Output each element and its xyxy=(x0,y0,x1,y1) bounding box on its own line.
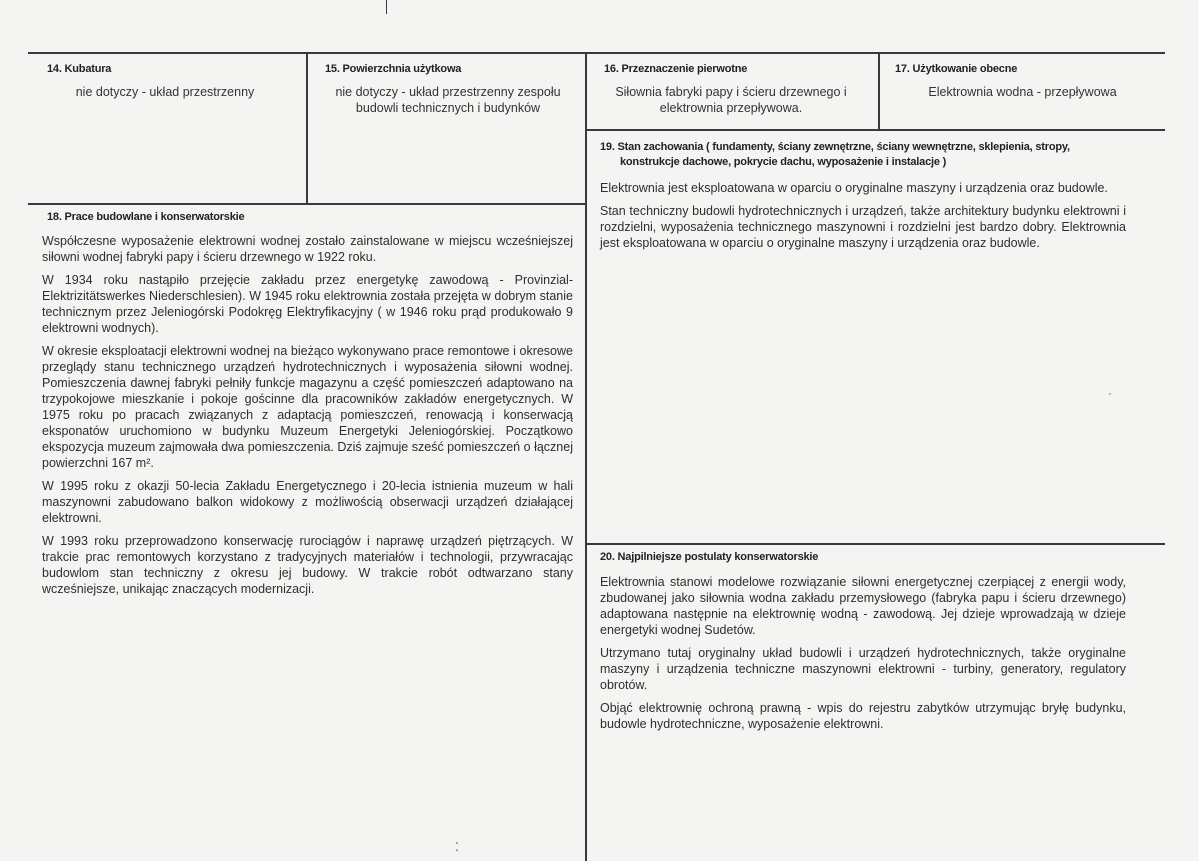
section-19-body xyxy=(600,180,1126,258)
divider-16-17 xyxy=(878,52,880,130)
scan-mark-bottom: ⁚ xyxy=(455,840,459,854)
section-20-paragraph: Elektrownia stanowi modelowe rozwiązanie siłowni energetycznej czerpiącej z energii wody, zbudowanej jako siłownia wodna zakładu przemysłowego (fabryka papu i ścieru drzewnego) adaptowana następnie na elektrownię wodną - zawodową. Jej dzieje wprowadzają w dzieje energetyki wodnej Sudetów. xyxy=(600,575,1126,637)
rule-15-18 xyxy=(28,203,585,205)
section-14-value: nie dotyczy - układ przestrzenny xyxy=(75,85,255,99)
section-20-paragraph: Utrzymano tutaj oryginalny układ budowli i urządzeń hydrotechnicznych, także oryginalne maszyny i urządzenia techniczne maszynowni elektrowni - turbiny, generatory, regulatory obrotów. xyxy=(600,646,1126,692)
divider-left-right xyxy=(585,52,587,861)
scan-mark-dot: · xyxy=(1108,386,1112,400)
section-18-heading: 18. Prace budowlane i konserwatorskie xyxy=(47,211,245,223)
section-18-paragraph: W okresie eksploatacji elektrowni wodnej na bieżąco wykonywano prace remontowe i okresowe przeglądy stanu technicznego urządzeń hydrotechnicznych i wyposażenia siłowni wodnej. Pomieszczenia dawnej fabryki pełniły funkcje magazynu a część pomieszczeń adaptowano na trzypokojowe mieszkanie i pokoje gościnne dla pracowników zakładów energetycznych. W 1975 roku po pracach związanych z adaptacją pomieszczeń, renowacją i konserwacją eksponatów uruchomiono w budynku Muzeum Energetyki Jeleniogórskiej. Początkowo ekspozycja muzeum zajmowała dwa pomieszczenia. Dziś zajmuje sześć pomieszczeń o łącznej powierzchni 167 m². xyxy=(42,344,573,470)
section-15-heading: 15. Powierzchnia użytkowa xyxy=(325,63,462,75)
section-19-heading-line2: konstrukcje dachowe, pokrycie dachu, wyposażenie i instalacje ) xyxy=(620,156,947,168)
section-18-paragraph: W 1995 roku z okazji 50-lecia Zakładu Energetycznego i 20-lecia istnienia muzeum w hali maszynowni zabudowano balkon widokowy z możliwością obserwacji urządzeń działającej elektrowni. xyxy=(42,479,573,525)
section-14-heading: 14. Kubatura xyxy=(47,63,112,75)
divider-14-15 xyxy=(306,52,308,204)
rule-16-19 xyxy=(587,129,1165,131)
section-18-paragraph: W 1993 roku przeprowadzono konserwację rurociągów i naprawę urządzeń piętrzących. W trakcie prac remontowych korzystano z tradycyjnych materiałów i technologii, przywracając budowlom stan techniczny z okresu jej budowy. W trakcie robót odtwarzano stany wcześniejsze, unikając znaczących modernizacji. xyxy=(42,534,573,596)
section-15-value: nie dotyczy - układ przestrzenny zespołu budowli technicznych i budynków xyxy=(335,85,561,115)
section-17-heading: 17. Użytkowanie obecne xyxy=(895,63,1018,75)
section-20-body xyxy=(600,574,1126,739)
section-19-heading-line1: 19. Stan zachowania ( fundamenty, ściany zewnętrzne, ściany wewnętrzne, sklepienia, stropy, xyxy=(600,141,1070,153)
section-20-paragraph: Objąć elektrownię ochroną prawną - wpis do rejestru zabytków utrzymując bryłę budynku, budowle hydrotechniczne, wyposażenie elektrowni. xyxy=(600,701,1126,731)
section-18-body xyxy=(42,233,573,604)
section-18-paragraph: Współczesne wyposażenie elektrowni wodnej zostało zainstalowane w miejscu wcześniejszej siłowni wodnej fabryki papy i ścieru drzewnego w 1922 roku. xyxy=(42,234,573,264)
top-rule-right xyxy=(587,52,1165,54)
section-18-paragraph: W 1934 roku nastąpiło przejęcie zakładu przez energetykę zawodową - Provinzial-Elektrizitätswerkes Niederschlesien). W 1945 roku elektrownia została przejęta w dobrym stanie technicznym przez Jeleniogórski Podokręg Elektryfikacyjny ( w 1946 roku prąd produkowało 9 elektrowni wodnych). xyxy=(42,273,573,335)
section-16-heading: 16. Przeznaczenie pierwotne xyxy=(604,63,748,75)
section-20-heading: 20. Najpilniejsze postulaty konserwatorskie xyxy=(600,551,819,563)
section-16-value: Siłownia fabryki papy i ścieru drzewnego i elektrownia przepływowa. xyxy=(615,85,847,115)
section-19-paragraph: Stan techniczny budowli hydrotechnicznych i urządzeń, także architektury budynku elektrowni i rozdzielni, wyposażenia technicznego maszynowni i rozdzielni jest bardzo dobry. Elektrownia jest eksploatowana w oparciu o oryginalne maszyny i urządzenia oraz budowle. xyxy=(600,204,1126,250)
top-tick xyxy=(386,0,387,14)
section-19-paragraph: Elektrownia jest eksploatowana w oparciu o oryginalne maszyny i urządzenia oraz budowle. xyxy=(600,181,1108,195)
rule-19-20 xyxy=(587,543,1165,545)
section-17-value: Elektrownia wodna - przepływowa xyxy=(928,85,1117,99)
